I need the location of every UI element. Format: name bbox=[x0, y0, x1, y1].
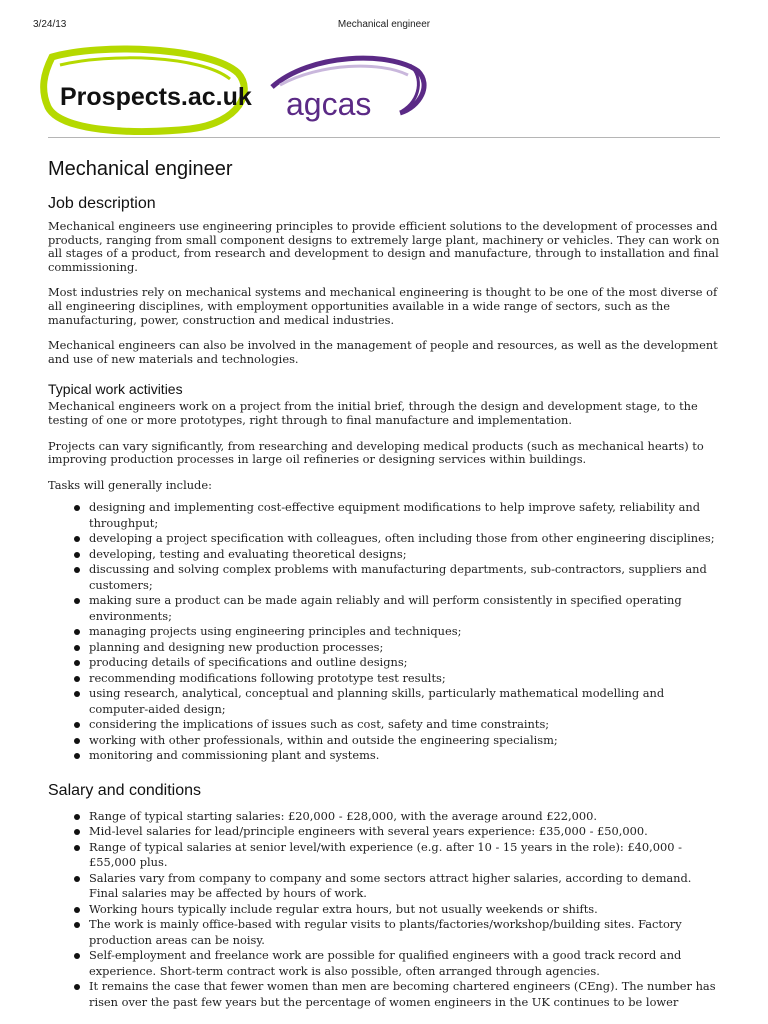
list-item bbox=[89, 562, 724, 593]
list-item bbox=[89, 640, 724, 656]
job-description-paragraph: Mechanical engineers use engineering principles to provide efficient solutions to the development of processes and products, ranging from small component designs to extremely large plant, machinery or vehicles. They can work on all stages of a product, from research and development to design and manufacture, through to installation and final commissioning. bbox=[48, 219, 720, 274]
logo-bar bbox=[40, 45, 440, 135]
salary-text: It remains the case that fewer women than men are becoming chartered engineers (CEng). The number has risen over the past few years but the percentage of women engineers in the UK continues to be lower bbox=[89, 979, 716, 1009]
task-text: designing and implementing cost-effective equipment modifications to help improve safety, reliability and throughput; bbox=[89, 500, 701, 530]
salary-list bbox=[48, 809, 724, 1011]
print-header bbox=[0, 19, 768, 33]
salary-text: Mid-level salaries for lead/principle engineers with several years experience: £35,000 - £50,000. bbox=[89, 824, 648, 839]
job-description-heading: Job description bbox=[48, 195, 156, 212]
bullet-icon bbox=[74, 829, 80, 835]
list-item bbox=[89, 809, 724, 825]
salary-text: Salaries vary from company to company and some sectors attract higher salaries, according to demand. Final salaries may be affected by hours of work. bbox=[89, 870, 692, 901]
list-item bbox=[89, 979, 724, 1010]
tasks-intro: Tasks will generally include: bbox=[48, 477, 212, 492]
article bbox=[48, 156, 724, 1022]
task-text: using research, analytical, conceptual and planning skills, particularly mathematical modelling and computer-aided design; bbox=[89, 686, 665, 716]
prospects-logo[interactable] bbox=[44, 49, 252, 131]
salary-text: Range of typical salaries at senior level/with experience (e.g. after 10 - 15 years in the role): £40,000 - £55,000 plus. bbox=[89, 839, 682, 870]
bullet-icon bbox=[74, 953, 80, 959]
prospects-logo-text: Prospects.ac.uk bbox=[60, 83, 252, 111]
bullet-icon bbox=[74, 660, 80, 666]
task-text: discussing and solving complex problems with manufacturing departments, sub-contractors, suppliers and customers; bbox=[89, 562, 707, 592]
task-text: developing a project specification with colleagues, often including those from other engineering disciplines; bbox=[89, 531, 715, 546]
salary-text: Working hours typically include regular extra hours, but not usually weekends or shifts. bbox=[89, 901, 598, 916]
bullet-icon bbox=[74, 753, 80, 759]
salary-text: Range of typical starting salaries: £20,000 - £28,000, with the average around £22,000. bbox=[89, 808, 598, 823]
salary-text: The work is mainly office-based with regular visits to plants/factories/workshop/building sites. Factory production areas can be noisy. bbox=[89, 917, 682, 947]
list-item bbox=[89, 917, 724, 948]
list-item bbox=[89, 547, 724, 563]
list-item bbox=[89, 902, 724, 918]
bullet-icon bbox=[74, 598, 80, 604]
list-item bbox=[89, 624, 724, 640]
typical-work-paragraph: Projects can vary significantly, from researching and developing medical products (such as mechanical hearts) to improving production processes in large oil refineries or designing services within buildings. bbox=[48, 438, 704, 467]
list-item bbox=[89, 531, 724, 547]
task-text: considering the implications of issues such as cost, safety and time constraints; bbox=[89, 717, 550, 732]
list-item bbox=[89, 871, 724, 902]
bullet-icon bbox=[74, 629, 80, 635]
bullet-icon bbox=[74, 876, 80, 882]
print-date: 3/24/13 bbox=[33, 19, 67, 30]
bullet-icon bbox=[74, 738, 80, 744]
list-item bbox=[89, 671, 724, 687]
list-item bbox=[89, 686, 724, 717]
typical-work-paragraph: Mechanical engineers work on a project from the initial brief, through the design and development stage, to the testing of one or more prototypes, right through to final manufacture and implementation. bbox=[48, 399, 698, 427]
bullet-icon bbox=[74, 536, 80, 542]
agcas-logo-text: agcas bbox=[286, 86, 372, 122]
task-text: producing details of specifications and outline designs; bbox=[89, 655, 408, 670]
list-item bbox=[89, 748, 724, 764]
bullet-icon bbox=[74, 722, 80, 728]
page-title: Mechanical engineer bbox=[48, 158, 233, 180]
task-text: developing, testing and evaluating theoretical designs; bbox=[89, 546, 407, 561]
bullet-icon bbox=[74, 552, 80, 558]
task-text: making sure a product can be made again reliably and will perform consistently in specified operating environments; bbox=[89, 593, 682, 623]
bullet-icon bbox=[74, 567, 80, 573]
bullet-icon bbox=[74, 814, 80, 820]
task-text: monitoring and commissioning plant and systems. bbox=[89, 748, 380, 763]
bullet-icon bbox=[74, 676, 80, 682]
print-title: Mechanical engineer bbox=[337, 19, 431, 30]
logos-graphic bbox=[40, 45, 440, 135]
header-divider bbox=[48, 137, 720, 138]
task-text: managing projects using engineering principles and techniques; bbox=[89, 624, 462, 639]
list-item bbox=[89, 840, 724, 871]
bullet-icon bbox=[74, 984, 80, 990]
bullet-icon bbox=[74, 907, 80, 913]
tasks-list bbox=[48, 500, 724, 764]
job-description-paragraph: Most industries rely on mechanical systems and mechanical engineering is thought to be one of the most diverse of all engineering disciplines, with employment opportunities available in a wide range of sectors, such as the manufacturing, power, construction and medical industries. bbox=[48, 285, 718, 327]
bullet-icon bbox=[74, 922, 80, 928]
bullet-icon bbox=[74, 691, 80, 697]
salary-heading: Salary and conditions bbox=[48, 781, 201, 799]
agcas-logo[interactable] bbox=[272, 58, 424, 122]
bullet-icon bbox=[74, 505, 80, 511]
list-item bbox=[89, 500, 724, 531]
list-item bbox=[89, 824, 724, 840]
list-item bbox=[89, 593, 724, 624]
list-item bbox=[89, 655, 724, 671]
list-item bbox=[89, 733, 724, 749]
job-description-paragraph: Mechanical engineers can also be involved in the management of people and resources, as well as the development and use of new materials and technologies. bbox=[48, 338, 718, 366]
task-text: working with other professionals, within and outside the engineering specialism; bbox=[89, 732, 558, 747]
list-item bbox=[89, 717, 724, 733]
list-item bbox=[89, 948, 724, 979]
typical-work-heading: Typical work activities bbox=[48, 381, 183, 398]
bullet-icon bbox=[74, 645, 80, 651]
bullet-icon bbox=[74, 845, 80, 851]
salary-text: Self-employment and freelance work are possible for qualified engineers with a good track record and experience. Short-term contract work is also possible, often arranged through agencies. bbox=[89, 948, 682, 978]
task-text: recommending modifications following prototype test results; bbox=[89, 670, 446, 685]
task-text: planning and designing new production processes; bbox=[89, 639, 384, 654]
